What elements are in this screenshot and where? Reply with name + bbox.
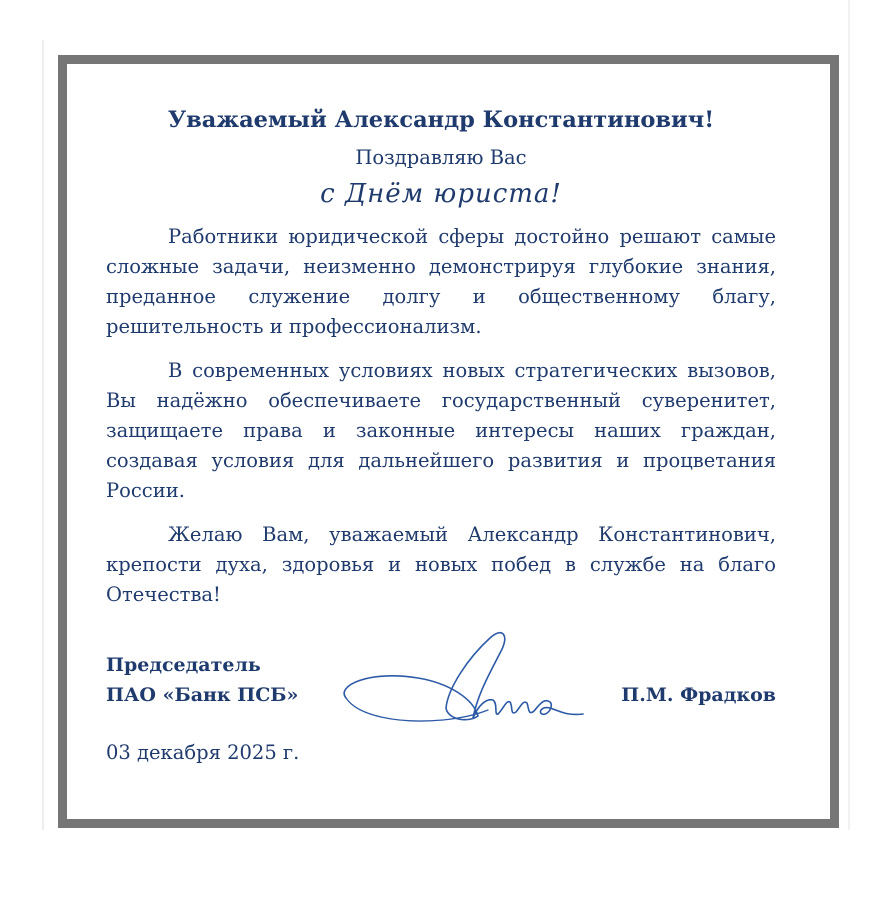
occasion-line: с Днём юриста! [320,179,562,209]
letter-date: 03 декабря 2025 г. [106,741,300,764]
signer-name: П.М. Фрадков [621,684,776,706]
organization-name: ПАО «Банк ПСБ» [106,684,299,706]
signer-position [106,650,298,710]
paragraph-3: Желаю Вам, уважаемый Александр Константинович, крепости духа, здоровья и новых побед в службе на благо Отечества! [106,523,776,606]
signature-block [106,650,776,770]
greeting-line: Поздравляю Вас [355,146,527,169]
paragraph-2: В современных условиях новых стратегических вызовов, Вы надёжно обеспечиваете государственный суверенитет, защищаете права и законные интересы наших граждан, создавая условия для дальнейшего развития и процветания России. [106,359,776,502]
scan-edge-right [848,0,850,830]
position-title: Председатель [106,654,261,676]
paragraph-1: Работники юридической сферы достойно решают самые сложные задачи, неизменно демонстрируя глубокие знания, преданное служение долгу и общественному благу, решительность и профессионализм. [106,225,776,338]
salutation: Уважаемый Александр Константинович! [167,107,715,133]
letter-body [106,100,776,610]
scan-edge-left [42,40,44,830]
handwritten-signature [328,628,588,748]
